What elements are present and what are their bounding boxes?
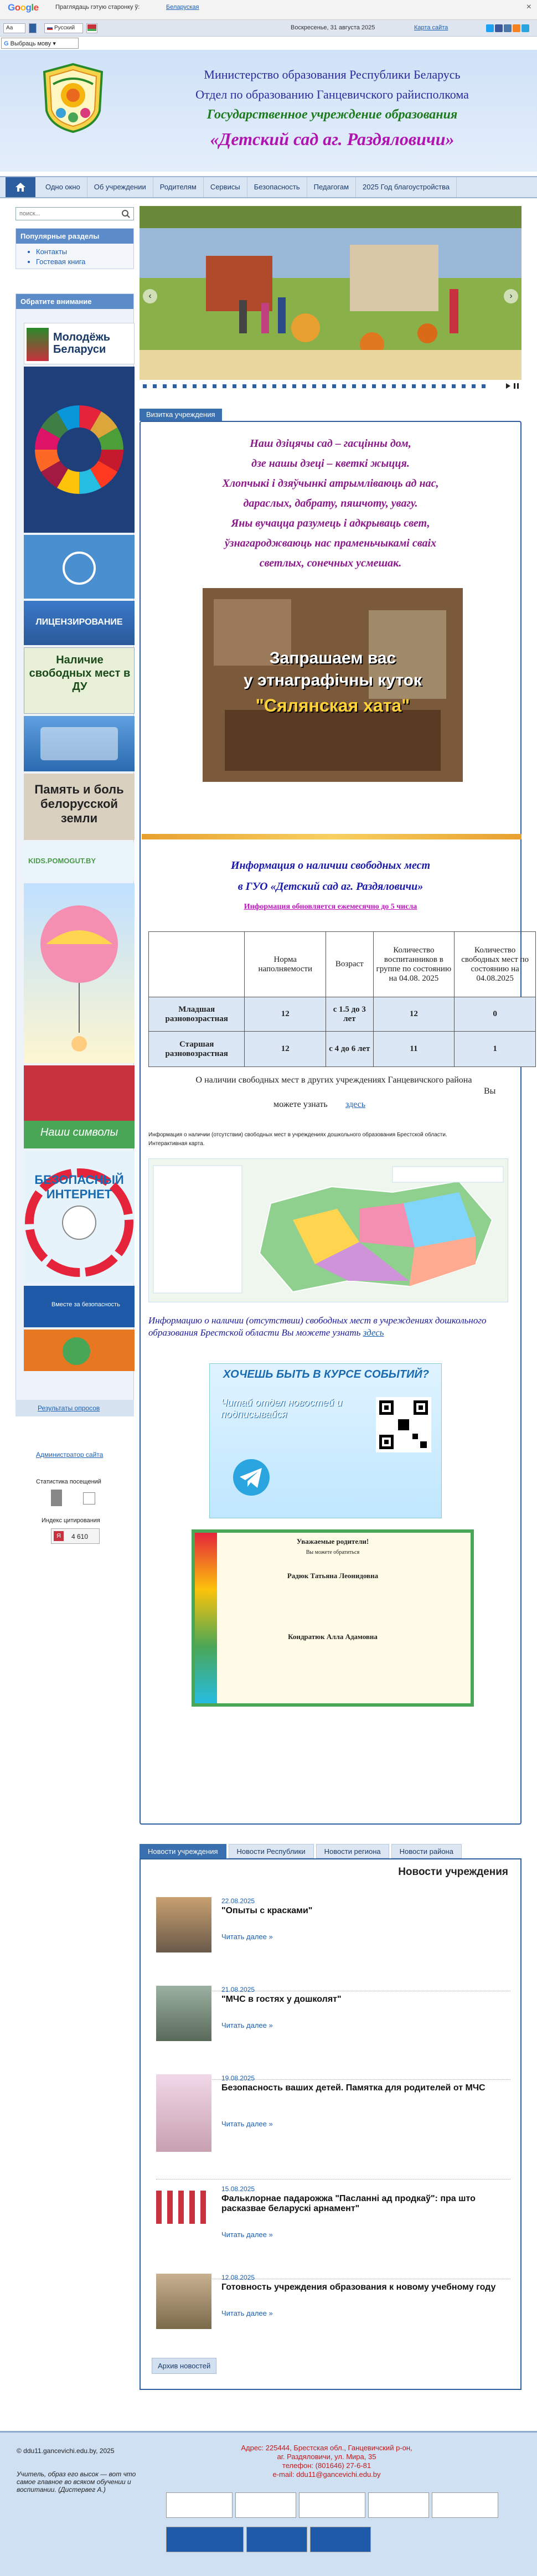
table-header-cell: Количество свободных мест по состоянию на 04.08.2025 xyxy=(455,932,536,997)
tab-vizitka[interactable]: Визитка учреждения xyxy=(140,409,222,421)
table-header-cell: Возраст xyxy=(326,932,373,997)
nav-item-year-2025[interactable]: 2025 Год благоустройства xyxy=(356,177,457,197)
news-date: 19.08.2025 xyxy=(221,2074,255,2082)
table-header-cell: Количество воспитанников в группе по состоянию на 04.08. 2025 xyxy=(373,932,455,997)
news-date: 12.08.2025 xyxy=(221,2274,255,2281)
admin-link[interactable]: Администратор сайта xyxy=(36,1451,104,1459)
other-institutions-link[interactable]: здесь xyxy=(345,1100,366,1109)
citation-counter[interactable] xyxy=(51,1528,100,1544)
free-places-title-2: в ГУО «Детский сад аг. Раздяловичи» xyxy=(237,880,424,893)
flag-by-icon[interactable] xyxy=(86,23,97,33)
brest-info-link[interactable]: здесь xyxy=(363,1327,384,1338)
nav-item-teachers[interactable]: Педагогам xyxy=(307,177,356,197)
vk-icon[interactable] xyxy=(504,24,512,32)
vizitka-panel xyxy=(140,421,529,1825)
language-select[interactable] xyxy=(1,38,79,49)
copyright: © ddu11.gancevichi.edu.by, 2025 xyxy=(17,2447,115,2455)
footer-address xyxy=(166,2444,487,2479)
table-cell: с 1.5 до 3 лет xyxy=(326,997,373,1032)
read-more-link[interactable]: Читать далее » xyxy=(221,2309,273,2317)
read-more-link[interactable]: Читать далее » xyxy=(221,2021,273,2029)
poem-line: ўзнагароджваюць нас праменьчыкамі сваіх xyxy=(224,537,437,549)
nav-item-services[interactable]: Сервисы xyxy=(204,177,247,197)
parents-notice-name-1: Радюк Татьяна Леонидовна xyxy=(287,1572,379,1580)
brest-region-map xyxy=(149,1159,509,1303)
font-size-switch[interactable]: Аа xyxy=(3,23,25,33)
banner-licensing-label: ЛИЦЕНЗИРОВАНИЕ xyxy=(35,617,123,627)
department-title: Отдел по образованию Ганцевичского райисполкома xyxy=(195,87,469,101)
news-date: 22.08.2025 xyxy=(221,1897,255,1905)
slider-next-button[interactable]: › xyxy=(504,289,518,303)
language-switch[interactable] xyxy=(44,23,83,33)
news-thumbnail[interactable] xyxy=(156,1986,211,2041)
news-title[interactable]: "МЧС в гостях у дошколят" xyxy=(221,1995,342,2004)
banner-symbols[interactable] xyxy=(24,1065,135,1148)
banner-memory[interactable] xyxy=(24,774,135,840)
subscribe-banner[interactable] xyxy=(209,1363,442,1518)
attention-heading: Обратите внимание xyxy=(16,294,133,309)
news-tabs xyxy=(140,1844,464,1858)
tab-news-region[interactable]: Новости региона xyxy=(316,1844,389,1858)
ethno-corner-photo[interactable] xyxy=(203,588,463,782)
popular-sections-heading: Популярные разделы xyxy=(16,229,133,244)
table-cell: 1 xyxy=(455,1032,536,1067)
table-header-cell xyxy=(149,932,245,997)
address-line-1: Адрес: 225444, Брестская обл., Ганцевичский р-он, xyxy=(241,2444,412,2452)
language-label: Русский xyxy=(54,25,75,31)
news-thumbnail[interactable] xyxy=(156,2074,211,2152)
poem-line: Яны вучацца разумець і адкрываць свет, xyxy=(231,517,430,529)
shield-icon xyxy=(24,1151,135,1284)
news-item xyxy=(156,2268,510,2368)
other-institutions-you: Вы xyxy=(484,1086,496,1096)
other-institutions-line: О наличии свободных мест в других учреждениях Ганцевичского района xyxy=(195,1075,472,1085)
sidebar-item-guestbook[interactable]: • Гостевая книга xyxy=(36,257,133,267)
map-caption-1: Информация о наличии (отсутствии) свободных мест в учреждениях дошкольного образования Брестской области. xyxy=(148,1132,447,1138)
brest-info-text xyxy=(148,1315,514,1339)
footer-banner-portal[interactable] xyxy=(246,2527,307,2552)
read-more-link[interactable]: Читать далее » xyxy=(221,2120,273,2128)
footer-banner-president[interactable] xyxy=(432,2492,498,2518)
translate-bar xyxy=(0,0,537,20)
poll-results-box xyxy=(16,1400,134,1416)
address-line-2: аг. Раздяловичи, ул. Мира, 35 xyxy=(277,2453,376,2461)
news-date: 15.08.2025 xyxy=(221,2185,255,2193)
news-title[interactable]: "Опыты с красками" xyxy=(221,1906,313,1915)
interactive-map[interactable] xyxy=(148,1158,508,1302)
news-thumbnail[interactable] xyxy=(156,2191,211,2224)
nav-item-safety[interactable]: Безопасность xyxy=(247,177,307,197)
other-institutions-learn: можете узнать xyxy=(273,1100,328,1109)
nav-item-about[interactable]: Об учреждении xyxy=(87,177,153,197)
close-icon[interactable]: × xyxy=(526,2,531,12)
table-cell: с 4 до 6 лет xyxy=(326,1032,373,1067)
read-more-link[interactable]: Читать далее » xyxy=(221,1933,273,1941)
banner-free-places[interactable] xyxy=(24,647,135,714)
tab-news-district[interactable]: Новости района xyxy=(391,1844,462,1858)
ethno-line-3: "Сялянская хата" xyxy=(255,695,410,715)
footer-banner-gov[interactable] xyxy=(235,2492,296,2518)
ethno-line-1: Запрашаем вас xyxy=(269,649,396,667)
poem-line: дзе нашы дзеці – кветкі жыцця. xyxy=(251,457,410,470)
institution-type: Государственное учреждение образования xyxy=(206,107,458,122)
banner-licensing[interactable] xyxy=(24,601,135,645)
banner-free-places-label: Наличие свободных мест в ДУ xyxy=(29,654,131,693)
table-cell: 12 xyxy=(245,1032,326,1067)
top-bar xyxy=(0,20,537,37)
footer-banner-ministry[interactable] xyxy=(166,2527,244,2552)
site-header xyxy=(0,50,537,172)
poem-line: светлых, сонечных усмешак. xyxy=(259,557,402,569)
banner-portal[interactable] xyxy=(24,716,135,771)
parents-notice-head: Вы можете обратиться xyxy=(306,1549,360,1555)
slider-dots-icon[interactable] xyxy=(140,380,521,392)
read-more-link[interactable]: Читать далее » xyxy=(221,2230,273,2239)
google-g-icon: G xyxy=(4,40,9,47)
footer-banner-edu[interactable] xyxy=(299,2492,365,2518)
facebook-icon[interactable] xyxy=(495,24,503,32)
chevron-down-icon: ▾ xyxy=(53,40,56,47)
search-icon[interactable] xyxy=(121,209,130,218)
current-date: Воскресенье, 31 августа 2025 xyxy=(291,24,375,31)
sidebar-item-contacts[interactable]: • Контакты xyxy=(36,247,133,257)
sdg-wheel-icon xyxy=(24,367,135,533)
news-archive-button[interactable]: Архив новостей xyxy=(152,2358,216,2374)
slider-prev-button[interactable]: ‹ xyxy=(143,289,157,303)
banner-security-label: Вместе за безопасность xyxy=(51,1301,120,1308)
news-date: 21.08.2025 xyxy=(221,1986,255,1993)
poem-line: Хлопчыкі і дзяўчынкі атрымліваюць ад нас, xyxy=(222,477,439,490)
sitemap-link[interactable]: Карта сайта xyxy=(414,24,448,31)
banner-safe-internet-label: БЕЗОПАСНЫЙ ИНТЕРНЕТ xyxy=(34,1173,124,1201)
banner-balloon[interactable] xyxy=(24,883,135,1063)
banner-kids-label: KIDS.POMOGUT.BY xyxy=(28,857,96,865)
main-nav xyxy=(0,176,537,198)
brest-info-label: Информацию о наличии (отсутствии) свободных мест в учреждениях дошкольного образования Брестской области Вы можете узнать xyxy=(148,1315,487,1338)
banner-sdg[interactable] xyxy=(24,367,135,533)
news-item xyxy=(156,2180,510,2279)
photo-slider[interactable] xyxy=(140,206,521,380)
table-cell: 12 xyxy=(373,997,455,1032)
home-button[interactable] xyxy=(6,177,35,197)
news-panel xyxy=(140,1858,521,2390)
balloon-icon xyxy=(24,883,135,1063)
search-box xyxy=(16,207,134,220)
news-thumbnail[interactable] xyxy=(156,1897,211,1952)
popular-sections xyxy=(16,228,134,269)
parents-notice-title: Уважаемые родители! xyxy=(296,1537,369,1545)
table-cell: 12 xyxy=(245,997,326,1032)
banner-security[interactable] xyxy=(24,1286,135,1327)
subscribe-title: ХОЧЕШЬ БЫТЬ В КУРСЕ СОБЫТИЙ? xyxy=(223,1368,429,1380)
tab-news-institution[interactable]: Новости учреждения xyxy=(140,1844,226,1858)
ok-icon[interactable] xyxy=(513,24,520,32)
footer-banner-belarus[interactable] xyxy=(368,2492,429,2518)
poem-line: дараслых, дабрату, пяшчоту, увагу. xyxy=(243,497,418,509)
home-icon xyxy=(15,182,26,192)
left-sidebar xyxy=(16,204,138,1418)
footer-banner-brsm[interactable] xyxy=(166,2492,233,2518)
twitter-icon[interactable] xyxy=(486,24,494,32)
language-select-value: Выбраць мову xyxy=(10,40,51,47)
banner-accessibility[interactable] xyxy=(24,535,135,599)
banner-youth-label: Молодёжь Беларуси xyxy=(53,331,111,356)
parents-notice-name-2: Кондратюк Алла Адамовна xyxy=(288,1632,378,1641)
map-caption-2: Интерактивная карта. xyxy=(148,1141,205,1147)
slider-pagination xyxy=(140,380,521,392)
poem-line: Наш дзіцячы сад – гасцінны дом, xyxy=(250,437,411,450)
free-places-table-wrap xyxy=(148,931,529,1069)
yandex-icon: Я xyxy=(54,1531,64,1541)
nav-item-one-window[interactable]: Одно окно xyxy=(39,177,87,197)
news-title[interactable]: Безопасность ваших детей. Памятка для родителей от МЧС xyxy=(221,2083,486,2093)
banner-safe-internet[interactable] xyxy=(24,1151,135,1284)
table-cell: 0 xyxy=(455,997,536,1032)
news-thumbnail[interactable] xyxy=(156,2274,211,2329)
table-cell: Старшая разновозрастная xyxy=(149,1032,245,1067)
institution-name: «Детский сад аг. Раздяловичи» xyxy=(210,129,455,149)
telegram-icon xyxy=(232,1458,271,1497)
poll-results-link[interactable]: Результаты опросов xyxy=(38,1404,100,1412)
banner-youth[interactable] xyxy=(24,323,135,364)
stats-label: Статистика посещений xyxy=(36,1478,101,1485)
site-footer xyxy=(0,2431,537,2576)
table-cell: Младшая разновозрастная xyxy=(149,997,245,1032)
footer-quote: Учитель, образ его высок — вот что самое главное во всяком обучении и воспитании. (Дистервег А.) xyxy=(17,2470,136,2493)
translate-language-link[interactable]: Беларуская xyxy=(166,4,199,11)
free-places-table xyxy=(148,931,536,1067)
news-item xyxy=(156,1892,510,1991)
institution-logo[interactable] xyxy=(40,62,106,134)
google-logo: Google xyxy=(8,2,39,13)
table-cell: 11 xyxy=(373,1032,455,1067)
flag-ru-icon xyxy=(47,26,53,30)
ministry-title: Министерство образования Республики Беларусь xyxy=(204,68,461,81)
translate-prompt: Праглядаць гэтую старонку ў: xyxy=(55,4,140,11)
news-title[interactable]: Готовность учреждения образования к новому учебному году xyxy=(221,2283,496,2292)
footer-banner-oblast[interactable] xyxy=(310,2527,371,2552)
citation-value: 4 610 xyxy=(71,1533,89,1541)
news-item xyxy=(156,1980,510,2080)
news-title[interactable]: Фальклорнае падарожжа "Пасланні ад продкаў": пра што расказвае беларускі арнамент" xyxy=(221,2194,476,2213)
eye-icon[interactable] xyxy=(29,23,37,33)
free-places-title-1: Информация о наличии свободных мест xyxy=(230,859,431,872)
news-item xyxy=(156,2069,510,2180)
slider-photo xyxy=(140,206,521,380)
phone: телефон: (801646) 27-6-81 xyxy=(282,2461,371,2470)
free-places-update-note: Информация обновляется ежемесячно до 5 числа xyxy=(244,903,417,911)
banner-clover[interactable] xyxy=(24,1330,135,1371)
parents-notice xyxy=(192,1529,474,1707)
counter-icon[interactable] xyxy=(51,1490,62,1506)
email: e-mail: ddu11@gancevichi.edu.by xyxy=(272,2470,381,2479)
banner-symbols-label: Наши символы xyxy=(40,1126,118,1138)
ethno-line-2: у этнаграфічны куток xyxy=(244,671,422,689)
banner-memory-label: Память и боль белорусской земли xyxy=(34,782,124,825)
telegram-icon[interactable] xyxy=(521,24,529,32)
nav-item-parents[interactable]: Родителям xyxy=(153,177,204,197)
banner-kids[interactable] xyxy=(24,842,135,881)
search-input[interactable] xyxy=(17,209,111,219)
news-heading: Новости учреждения xyxy=(398,1866,508,1878)
table-header-cell: Норма наполняемости xyxy=(245,932,326,997)
qr-icon[interactable] xyxy=(83,1492,95,1505)
citation-label: Индекс цитирования xyxy=(42,1517,100,1524)
subscribe-text: Читай отдел новостей и подписывайся xyxy=(221,1397,343,1420)
qr-code-icon xyxy=(376,1397,431,1452)
divider xyxy=(142,834,521,839)
tab-news-republic[interactable]: Новости Республики xyxy=(229,1844,314,1858)
